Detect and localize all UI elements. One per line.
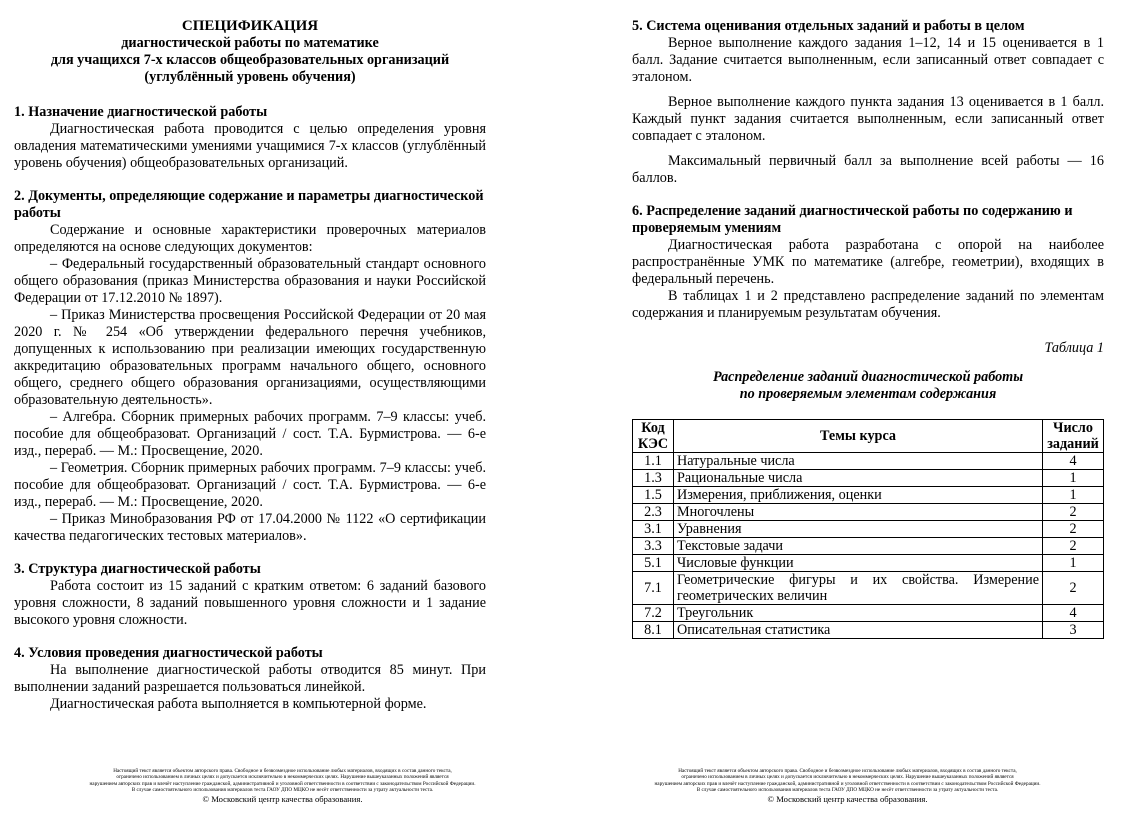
header-code-line: Код [641, 420, 665, 436]
paragraph: – Приказ Минобразования РФ от 17.04.2000 № 1122 «О сертификации качества педагогических тестовых материалов». [14, 511, 486, 544]
cell-count: 2 [1043, 538, 1104, 555]
paragraph: Верное выполнение каждого задания 1–12, 14 и 15 оценивается в 1 балл. Задание считается выполненным, если записанный ответ совпадает с эталоном. [632, 35, 1104, 85]
table-row [633, 521, 1104, 538]
footer-notice-line: Настоящий текст является объектом авторского права. Свободное и безвозмездное использование любых материалов, входящих в состав данного текста, [678, 768, 1017, 774]
title-line: диагностической работы по математике [121, 35, 379, 51]
cell-count: 2 [1043, 572, 1104, 605]
cell-count: 2 [1043, 521, 1104, 538]
paragraph: Диагностическая работа проводится с целью определения уровня овладения математическими умениями учащимися 7-х классов (углублённый уровень обучения) общеобразовательных организаций. [14, 121, 486, 171]
footer-copyright: © Московский центр качества образования. [767, 794, 928, 805]
page-right [565, 0, 1130, 821]
title-line: СПЕЦИФИКАЦИЯ [181, 18, 319, 34]
cell-topic: Измерения, приближения, оценки [674, 487, 1043, 504]
cell-topic: Натуральные числа [674, 453, 1043, 470]
header-code [633, 420, 674, 453]
cell-code: 3.1 [633, 521, 674, 538]
cell-code: 8.1 [633, 622, 674, 639]
paragraph: Диагностическая работа разработана с опорой на наиболее распространённые УМК по математике (алгебре, геометрии), входящих в федеральный перечень. [632, 237, 1104, 287]
cell-code: 1.3 [633, 470, 674, 487]
cell-topic: Описательная статистика [674, 622, 1043, 639]
paragraph: Диагностическая работа выполняется в компьютерной форме. [50, 696, 427, 712]
section-heading: 2. Документы, определяющие содержание и параметры диагностической работы [14, 188, 484, 221]
paragraph: На выполнение диагностической работы отводится 85 минут. При выполнении заданий разрешается пользоваться линейкой. [14, 662, 486, 695]
cell-count: 4 [1043, 605, 1104, 622]
table-body [633, 453, 1104, 639]
paragraph: – Федеральный государственный образовательный стандарт основного общего образования (приказ Министерства образования и науки Российской Федерации от 17.12.2010 № 1897). [14, 256, 486, 306]
cell-code: 5.1 [633, 555, 674, 572]
header-code-line: КЭС [637, 436, 669, 452]
table-row [633, 487, 1104, 504]
table-row [633, 572, 1104, 605]
table-title-line: Распределение заданий диагностической работы [712, 369, 1024, 385]
table-header-row [633, 420, 1104, 453]
cell-code: 7.1 [633, 572, 674, 605]
cell-count: 1 [1043, 555, 1104, 572]
table-row [633, 605, 1104, 622]
header-count-line: Число [1053, 420, 1093, 436]
cell-topic: Уравнения [674, 521, 1043, 538]
section-heading: 3. Структура диагностической работы [14, 561, 261, 577]
header-count [1043, 420, 1104, 453]
cell-topic: Многочлены [674, 504, 1043, 521]
cell-topic: Рациональные числа [674, 470, 1043, 487]
cell-count: 4 [1043, 453, 1104, 470]
right-column [632, 18, 1104, 639]
cell-count: 1 [1043, 487, 1104, 504]
paragraph: Работа состоит из 15 заданий с кратким ответом: 6 заданий базового уровня сложности, 8 заданий повышенного уровня сложности и 1 задание высокого уровня сложности. [14, 578, 486, 628]
table-row [633, 504, 1104, 521]
cell-topic: Геометрические фигуры и их свойства. Измерение геометрических величин [674, 572, 1043, 605]
header-count-line: заданий [1047, 436, 1099, 452]
section-heading: 6. Распределение заданий диагностической работы по содержанию и проверяемым умениям [632, 203, 1073, 236]
copyright-footer [0, 768, 565, 804]
content-distribution-table [632, 419, 1104, 639]
section-heading: 1. Назначение диагностической работы [14, 104, 268, 120]
title-line: (углублённый уровень обучения) [144, 69, 356, 85]
footer-notice-line: Настоящий текст является объектом авторского права. Свободное и безвозмездное использование любых материалов, входящих в состав данного текста, [113, 768, 452, 774]
table-row [633, 470, 1104, 487]
cell-code: 1.5 [633, 487, 674, 504]
paragraph: Содержание и основные характеристики проверочных материалов определяются на основе следующих документов: [14, 222, 486, 255]
cell-topic: Треугольник [674, 605, 1043, 622]
paragraph: Верное выполнение каждого пункта задания 13 оценивается в 1 балл. Каждый пункт задания считается выполненным, если записанный ответ совпадает с эталоном. [632, 94, 1104, 144]
footer-notice-line: В случае самостоятельного использования материалов теста ГАОУ ДПО МЦКО не несёт ответственности за утрату актуальности теста. [131, 786, 434, 793]
cell-code: 3.3 [633, 538, 674, 555]
paragraph: Максимальный первичный балл за выполнение всей работы — 16 баллов. [632, 153, 1104, 186]
title-line: для учащихся 7-х классов общеобразовательных организаций [50, 52, 450, 68]
paragraph: – Геометрия. Сборник примерных рабочих программ. 7–9 классы: учеб. пособие для общеобразоват. Организаций / сост. Т.А. Бурмистрова. — 6-е изд., перераб. — М.: Просвещение, 2020. [14, 460, 486, 510]
table-row [633, 622, 1104, 639]
footer-notice-line: ограничено использованием в личных целях и допускается исключительно в некоммерческих целях. Нарушение вышеуказанных положений является [681, 774, 1014, 781]
cell-count: 2 [1043, 504, 1104, 521]
cell-topic: Текстовые задачи [674, 538, 1043, 555]
paragraph: – Алгебра. Сборник примерных рабочих программ. 7–9 классы: учеб. пособие для общеобразоват. Организаций / сост. Т.А. Бурмистрова. — 6-е изд., перераб. — М.: Просвещение, 2020. [14, 409, 486, 459]
header-topic: Темы курса [674, 420, 1043, 453]
table-caption: Таблица 1 [1044, 340, 1104, 356]
cell-topic: Числовые функции [674, 555, 1043, 572]
paragraph: В таблицах 1 и 2 представлено распределение заданий по элементам содержания и планируемым результатам обучения. [632, 288, 1104, 321]
footer-copyright: © Московский центр качества образования. [202, 794, 363, 805]
footer-notice-line: нарушением авторских прав и влечёт наступление гражданской, административной и уголовной ответственности в соответствии с законодательством Российской Федерации. [654, 780, 1041, 787]
paragraph: – Приказ Министерства просвещения Российской Федерации от 20 мая 2020 г. № 254 «Об утверждении федерального перечня учебников, допущенных к использованию при реализации имеющих государственную аккредитацию образовательных программ начального общего, основного общего, среднего общего образования организациями, осуществляющими образовательную деятельность». [14, 307, 486, 408]
table-title-line: по проверяемым элементам содержания [739, 386, 997, 402]
cell-count: 3 [1043, 622, 1104, 639]
document-title [14, 18, 486, 86]
table-row [633, 453, 1104, 470]
footer-notice-line: В случае самостоятельного использования материалов теста ГАОУ ДПО МЦКО не несёт ответственности за утрату актуальности теста. [696, 786, 999, 793]
left-column [14, 18, 486, 713]
cell-count: 1 [1043, 470, 1104, 487]
cell-code: 7.2 [633, 605, 674, 622]
section-heading: 5. Система оценивания отдельных заданий и работы в целом [632, 18, 1025, 34]
section-heading: 4. Условия проведения диагностической работы [14, 645, 323, 661]
table-row [633, 538, 1104, 555]
table-row [633, 555, 1104, 572]
footer-notice-line: нарушением авторских прав и влечёт наступление гражданской, административной и уголовной ответственности в соответствии с законодательством Российской Федерации. [89, 780, 476, 787]
footer-notice-line: ограничено использованием в личных целях и допускается исключительно в некоммерческих целях. Нарушение вышеуказанных положений является [116, 774, 449, 781]
copyright-footer [565, 768, 1130, 804]
cell-code: 1.1 [633, 453, 674, 470]
cell-code: 2.3 [633, 504, 674, 521]
table-title [632, 369, 1104, 403]
